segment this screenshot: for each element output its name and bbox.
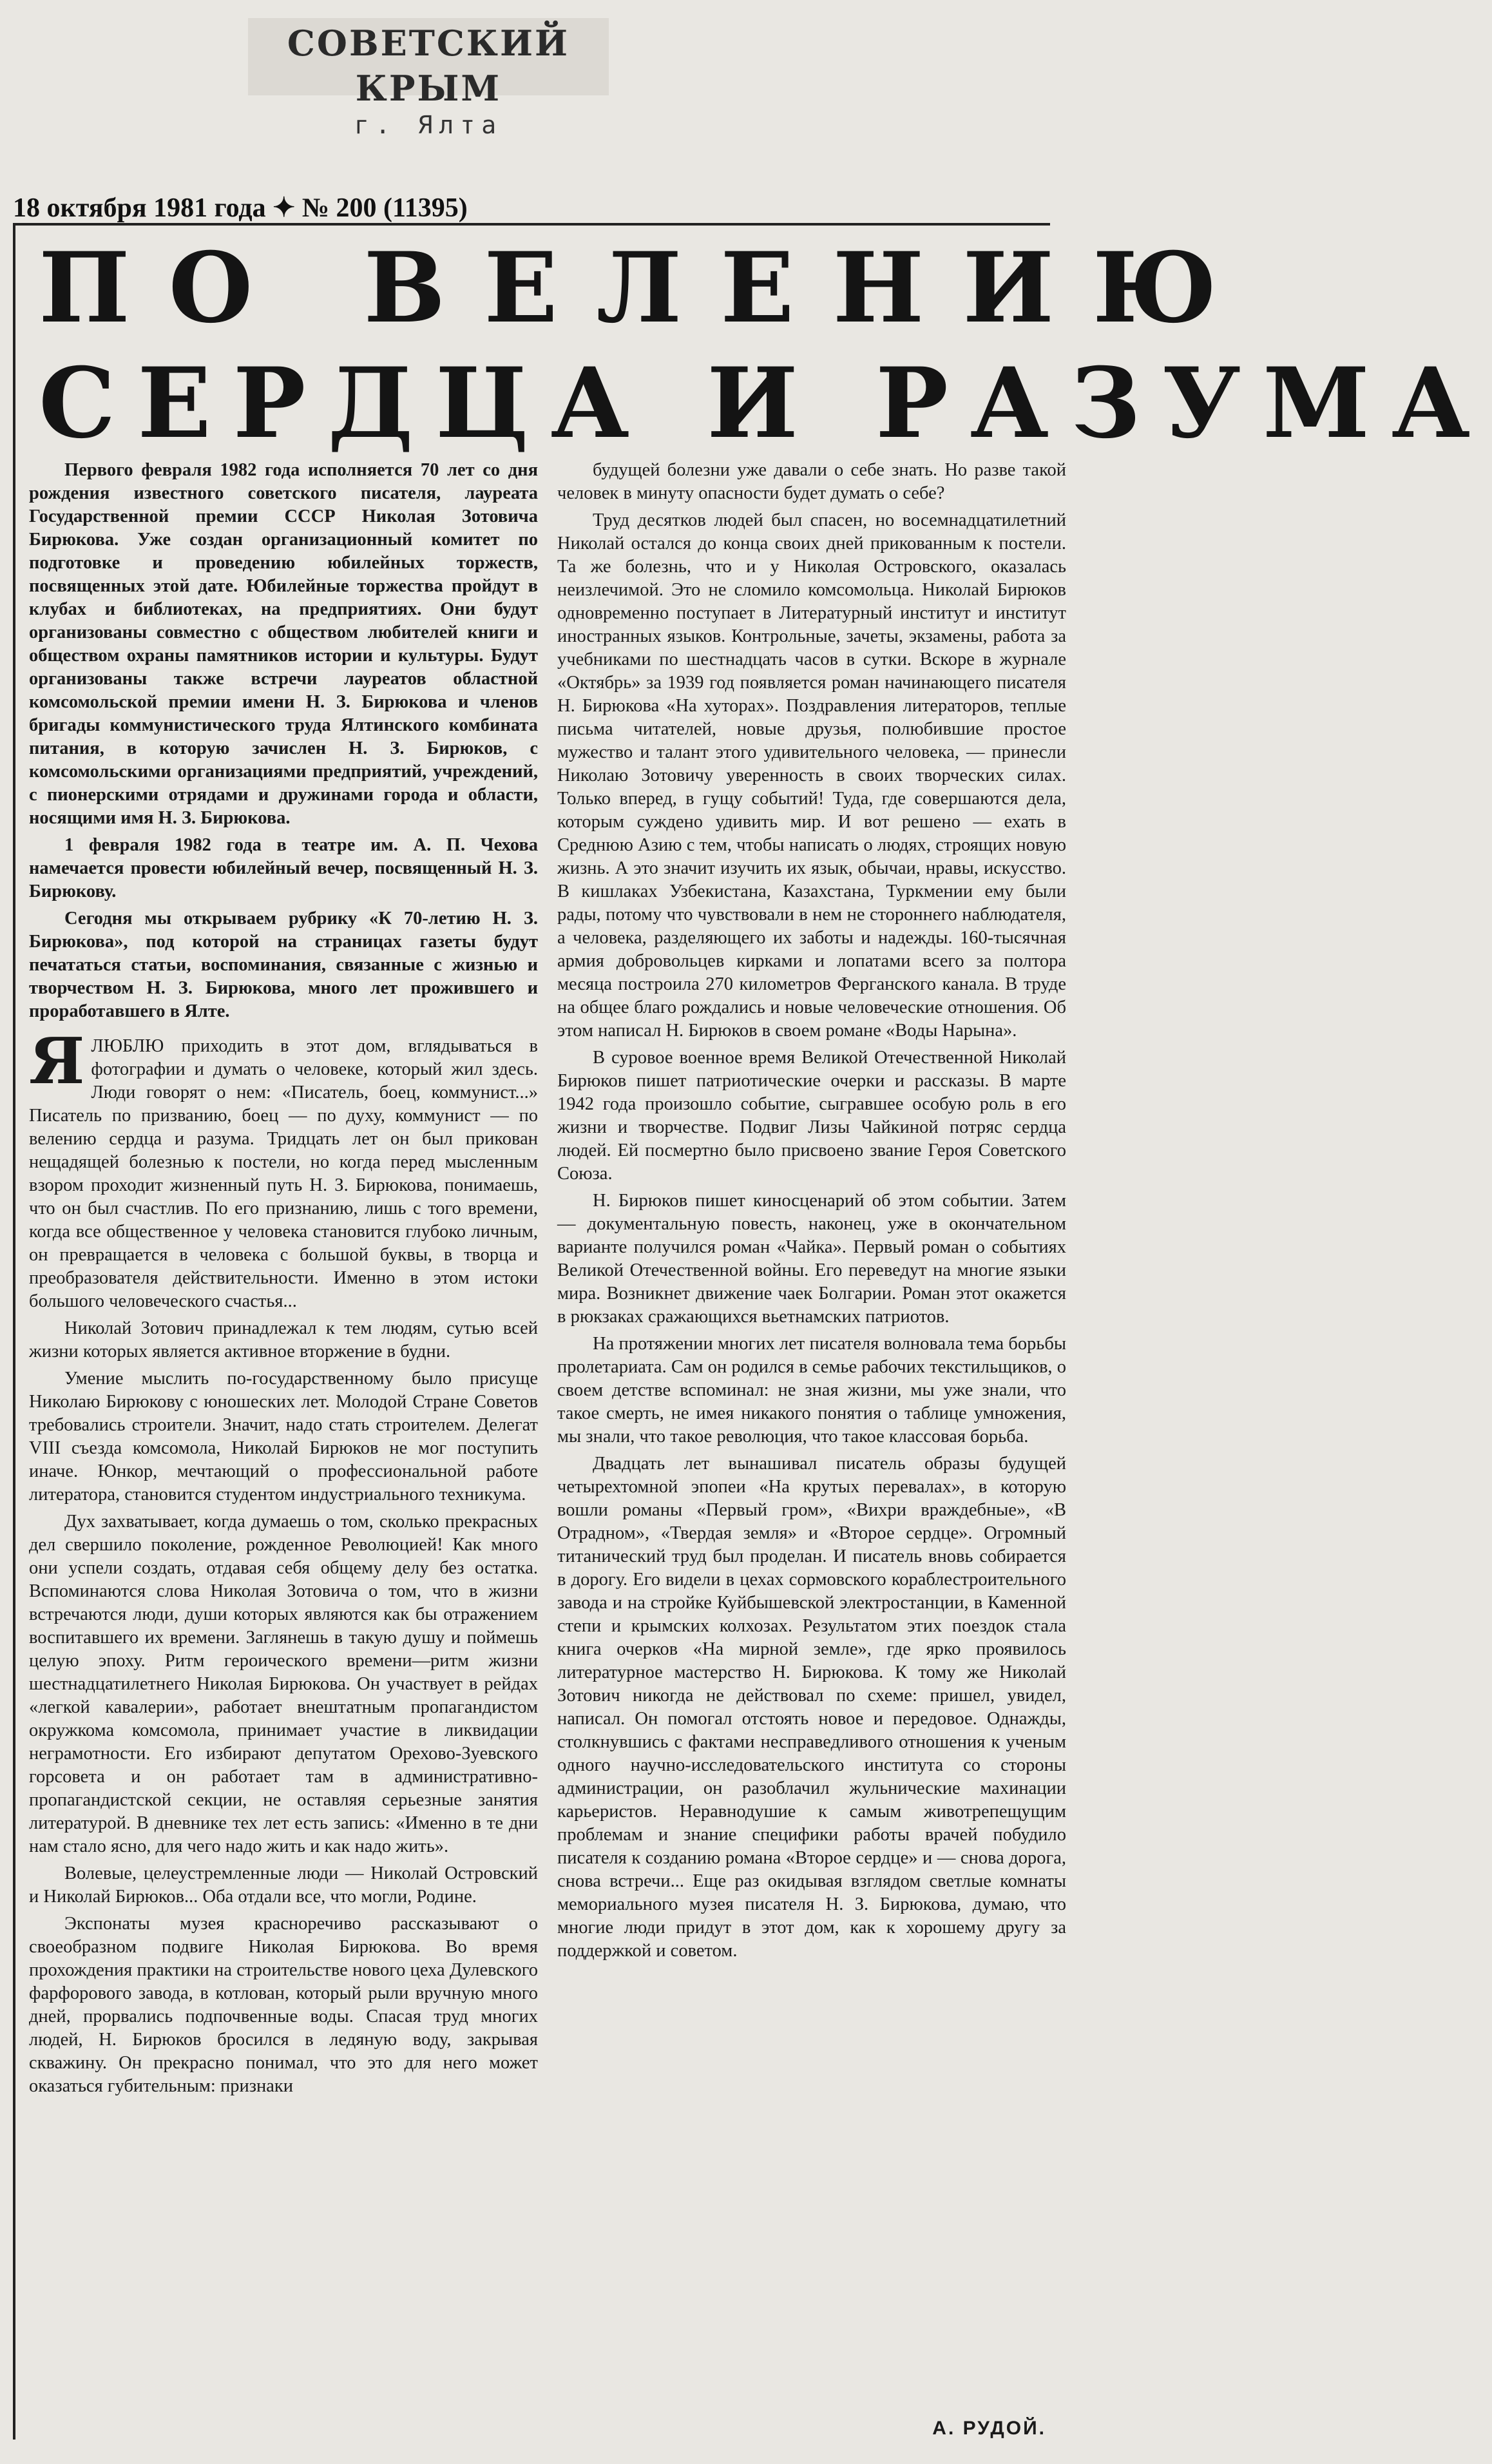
opening-text: ЛЮБЛЮ приходить в этот дом, вглядываться в фотографии и думать о человеке, который жил здесь. Люди говорят о нем: «Писатель, боец, коммунист...» Писатель по призванию, боец — по духу, коммунист — по велению сердца и разума. Тридцать лет он был прикован нещадящей болезнью к постели, но когда перед мысленным взором проходит жизненный путь Н. З. Бирюкова, понимаешь, что он был счастлив. По его признанию, лишь с того времени, когда все общественное у человека становится глубоко личным, он превращается в человека с большой буквы, в творца и преобразователя действительности. Именно в этом истоки большого человеческого счастья... xyxy=(29,1036,538,1311)
body-paragraph: Николай Зотович принадлежал к тем людям, сутью всей жизни которых является активное вторжение в будни. xyxy=(29,1318,538,1362)
body-paragraph: Экспонаты музея красноречиво рассказывают о своеобразном подвиге Николая Бирюкова. Во время прохождения практики на строительстве нового цеха Дулевского фарфорового завода, в котлован, который рыли вручную много дней, прорвались подпочвенные воды. Спасая труд многих людей, Н. Бирюков бросился в ледяную воду, закрывая скважину. Он прекрасно понимал, что это для него может оказаться губительным: признаки xyxy=(29,1914,538,2096)
newspaper-masthead xyxy=(248,18,609,139)
body-paragraph: В суровое военное время Великой Отечественной Николай Бирюков пишет патриотические очерки и рассказы. В марте 1942 года произошло событие, сыгравшее особую роль в его жизни и творчестве. Подвиг Лизы Чайкиной потряс сердца людей. Ей посмертно было присвоено звание Героя Советского Союза. xyxy=(557,1048,1066,1184)
body-paragraph: Умение мыслить по-государственному было присуще Николаю Бирюкову с юношеских лет. Молодой Стране Советов требовались строители. Значит, надо стать строителем. Делегат VIII съезда комсомола, Николай Бирюков не мог поступить иначе. Юнкор, мечтающий о профессиональной работе литератора, становится студентом индустриального техникума. xyxy=(29,1369,538,1505)
body-paragraph: Н. Бирюков пишет киносценарий об этом событии. Затем — документальную повесть, наконец, уже в окончательном варианте получился роман «Чайка». Первый роман о событиях Великой Отечественной войны. Его переведут на многие языки мира. Возникнет движение чаек Болгарии. Роман этот окажется в рюкзаках сражающихся вьетнамских патриотов. xyxy=(557,1191,1066,1327)
newspaper-name: СОВЕТСКИЙ КРЫМ xyxy=(287,23,570,109)
body-paragraph: Труд десятков людей был спасен, но восемнадцатилетний Николай остался до конца своих дней прикованным к постели. Та же болезнь, что и у Николая Островского, оказалась неизлечимой. Это не сломило комсомольца. Николай Бирюков одновременно поступает в Литературный институт и институт иностранных языков. Контрольные, зачеты, экзамены, работа за учебниками по шестнадцать часов в сутки. Вскоре в журнале «Октябрь» за 1939 год появляется роман начинающего писателя Н. Бирюкова «На хуторах». Поздравления литераторов, теплые письма читателей, новые друзья, полюбившие простое мужество и талант этого удивительного человека, — принесли Николаю Зотовичу уверенность в своих творческих силах. Только вперед, в гущу событий! Туда, где совершаются дела, которым суждено удивить мир. И вот решено — ехать в Среднюю Азию с тем, чтобы написать о людях, строящих новую жизнь. А это значит изучить их язык, обычаи, нравы, искусство. В кишлаках Узбекистана, Казахстана, Туркмении ему были рады, потому что чувствовали в нем не стороннего наблюдателя, а человека, разделяющего их заботы и надежды. 160-тысячная армия добровольцев кирками и лопатами всего за полтора месяца построила 270 километров Ферганского канала. В труде на общее благо рождались и новые человеческие отношения. Об этом написал Н. Бирюков в своем романе «Воды Нарына». xyxy=(557,510,1066,1041)
article-column-right xyxy=(557,459,1066,1967)
opening-paragraph xyxy=(29,1025,538,1313)
top-rule xyxy=(13,223,1050,226)
lead-paragraph: 1 февраля 1982 года в театре им. А. П. Чехова намечается провести юбилейный вечер, посвященный Н. З. Бирюкову. xyxy=(29,835,538,901)
body-paragraph: будущей болезни уже давали о себе знать. Но разве такой человек в минуту опасности будет думать о себе? xyxy=(557,460,1066,503)
body-paragraph: На протяжении многих лет писателя волновала тема борьбы пролетариата. Сам он родился в семье рабочих текстильщиков, о своем детстве вспоминал: не зная жизни, мы уже знали, что такое смерть, не имея никакого понятия о таблице умножения, мы знали, что такое революция, что такое классовая борьба. xyxy=(557,1334,1066,1447)
headline-line-1: ПО ВЕЛЕНИЮ xyxy=(39,231,1256,345)
body-paragraph: Волевые, целеустремленные люди — Николай Островский и Николай Бирюков... Оба отдали все, что могли, Родине. xyxy=(29,1863,538,1907)
article-column-left xyxy=(29,459,538,2102)
lead-paragraph: Первого февраля 1982 года исполняется 70 лет со дня рождения известного советского писателя, лауреата Государственной премии СССР Николая Зотовича Бирюкова. Уже создан организационный комитет по подготовке и проведению юбилейных торжеств, посвященных этой дате. Юбилейные торжества пройдут в клубах и библиотеках, на предприятиях. Они будут организованы совместно с обществом любителей книги и обществом охраны памятников истории и культуры. Будут организованы также встречи лауреатов областной комсомольской премии имени Н. З. Бирюкова и членов бригады коммунистического труда Ялтинского комбината питания, в которую зачислен Н. З. Бирюков, с комсомольскими организациями предприятий, учреждений, с пионерскими отрядами и дружинами города и области, носящими имя Н. З. Бирюкова. xyxy=(29,460,538,828)
issue-dateline: 18 октября 1981 года ✦ № 200 (11395) xyxy=(13,193,468,223)
newspaper-city: г. Ялта xyxy=(354,111,503,139)
author-signature: А. РУДОЙ. xyxy=(932,2418,1046,2439)
drop-cap: Я xyxy=(29,1025,85,1099)
lead-paragraph: Сегодня мы открываем рубрику «К 70-летию Н. З. Бирюкова», под которой на страницах газеты будут печататься статьи, воспоминания, связанные с жизнью и творчеством Н. З. Бирюкова, много лет прожившего и проработавшего в Ялте. xyxy=(29,909,538,1021)
left-rule xyxy=(13,223,15,2440)
body-paragraph: Двадцать лет вынашивал писатель образы будущей четырехтомной эпопеи «На крутых перевалах», в которую вошли романы «Первый гром», «Вихри враждебные», «В Отрадном», «Твердая земля» и «Второе сердце». Огромный титанический труд был проделан. И писатель вновь собирается в дорогу. Его видели в цехах сормовского кораблестроительного завода и на стройке Куйбышевской электростанции, в Каменной степи и крымских колхозах. Результатом этих поездок стала книга очерков «На мирной земле», где ярко проявилось литературное мастерство Н. Бирюкова. К тому же Николай Зотович никогда не действовал по схеме: пришел, увидел, написал. Он помогал отстоять новое и передовое. Однажды, столкнувшись с фактами несправедливого отношения к ученым одного научно-исследовательского института со стороны администрации, он разоблачил жульнические махинации карьеристов. Неравнодушие к самым животрепещущим проблемам и знание специфики работы врачей побудило писателя к созданию романа «Второе сердце» и — снова дорога, снова встречи... Еще раз окидывая взглядом светлые комнаты мемориального музея писателя Н. З. Бирюкова, думаю, что многие люди придут в этот дом, как к хорошему другу за поддержкой и советом. xyxy=(557,1454,1066,1961)
headline-line-2: СЕРДЦА И РАЗУМА xyxy=(39,347,1492,460)
body-paragraph: Дух захватывает, когда думаешь о том, сколько прекрасных дел свершило поколение, рожденное Революцией! Как много они успели создать, отдавая себя общему делу без остатка. Вспоминаются слова Николая Зотовича о том, что в жизни встречаются люди, души которых являются как бы отражением воспитавшего их времени. Заглянешь в такую душу и поймешь целую эпоху. Ритм героического времени—ритм жизни шестнадцатилетнего Николая Бирюкова. Он участвует в рейдах «легкой кавалерии», работает внештатным пропагандистом окружкома комсомола, принимает участие в ликвидации неграмотности. Его избирают депутатом Орехово-Зуевского горсовета и он работает там в административно-пропагандистской секции, не оставляя серьезные занятия литературой. В дневнике тех лет есть запись: «Именно в те дни нам стало ясно, для чего надо жить и как надо жить». xyxy=(29,1512,538,1856)
article-headline xyxy=(39,231,1492,460)
